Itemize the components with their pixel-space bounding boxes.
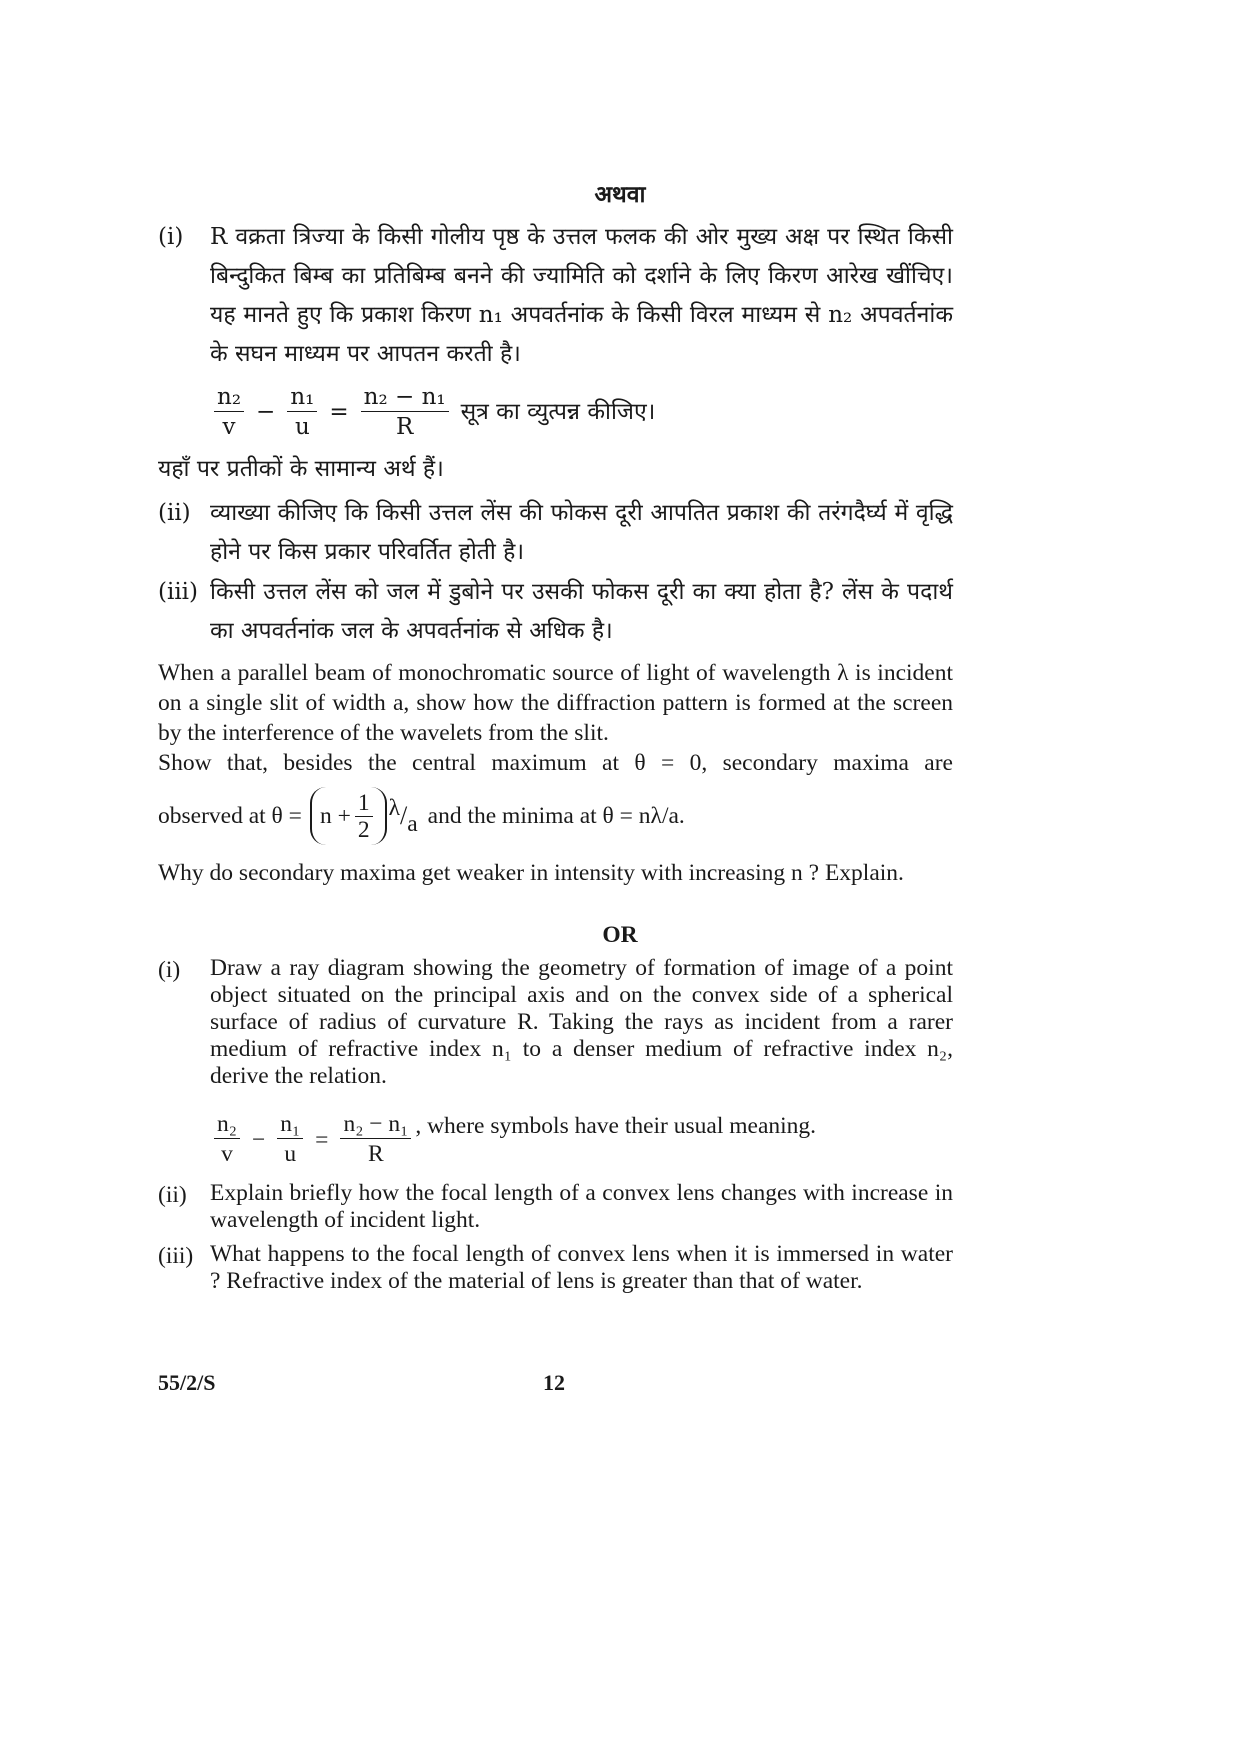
paren-expression: n + $\frac{1}{2}$ [310, 787, 387, 845]
question-number: (iii) [158, 1243, 194, 1269]
hindi-note: यहाँ पर प्रतीकों के सामान्य अर्थ हैं। [158, 456, 444, 482]
formula-tail: , where symbols have their usual meaning. [415, 1112, 817, 1139]
hindi-or-heading: अथवा [594, 181, 646, 208]
question-text: व्याख्या कीजिए कि किसी उत्तल लेंस की फोकस दूरी आपतित प्रकाश की तरंगदैर्घ्य में वृद्धि होने पर किस प्रकार परिवर्तित होती है। [210, 500, 953, 565]
question-text: R वक्रता त्रिज्या के किसी गोलीय पृष्ठ के उत्तल फलक की ओर मुख्य अक्ष पर स्थित किसी बिन्दुकित बिम्ब का प्रतिबिम्ब बनने की ज्यामिति को दर्शाने के लिए किरण आरेख खींचिए। यह मानते हुए कि प्रकाश किरण n₁ अपवर्तनांक के किसी विरल माध्यम से n₂ अपवर्तनांक के सघन माध्यम पर आपतन करती है। [210, 224, 953, 367]
question-text: What happens to the focal length of convex lens when it is immersed in water ? Refractive index of the material of lens is greater than that of water. [210, 1241, 953, 1294]
english-paragraph-4: Why do secondary maxima get weaker in intensity with increasing n ? Explain. [158, 860, 904, 886]
english-paragraph-1: When a parallel beam of monochromatic source of light of wavelength λ is incident on a single slit of width a, show how the diffraction pattern is formed at the screen by the interference of the wavelets from the slit. [158, 660, 953, 746]
fraction-half: $\frac{1}{2}$ [355, 790, 373, 843]
english-paragraph-2: Show that, besides the central maximum at θ = 0, secondary maxima are [158, 750, 953, 776]
question-text: Draw a ray diagram showing the geometry of formation of image of a point object situated on the principal axis and on the convex side of a spherical surface of radius of curvature R. Taking the rays as incident from a rarer medium of refractive index n₁ to a denser medium of refractive index n₂, derive the relation. [210, 955, 953, 1089]
question-number: (ii) [158, 500, 191, 526]
fraction-n2-v: $\frac{\text{n₂}}{v}$ [214, 383, 244, 442]
paper-code: 55/2/S [158, 1370, 216, 1395]
question-text: किसी उत्तल लेंस को जल में डुबोने पर उसकी फोकस दूरी का क्या होता है? लेंस के पदार्थ का अपवर्तनांक जल के अपवर्तनांक से अधिक है। [210, 579, 953, 644]
question-number: (i) [158, 957, 181, 983]
question-number: (i) [158, 224, 184, 250]
fraction-n2-v: $\frac{\text{n₂}}{v}$ [214, 1110, 240, 1169]
hindi-formula: $\frac{\text{n₂}}{v}$ − $\frac{\text{n₁}}{u}$ = $\frac{\text{n₂ − n₁}}{R}$ सूत्र का व्युत्पन्न कीजिए। [210, 383, 655, 442]
question-number: (ii) [158, 1182, 187, 1208]
english-formula: $\frac{\text{n₂}}{v}$ − $\frac{\text{n₁}}{u}$ = $\frac{\text{n₂ − n₁}}{R}$ , where symbols have their usual meaning. [210, 1110, 816, 1169]
fraction-n1-u: $\frac{\text{n₁}}{u}$ [287, 383, 317, 442]
fraction-diff-R: $\frac{\text{n₂ − n₁}}{R}$ [340, 1110, 411, 1169]
lambda-over-a: λ / a [388, 795, 418, 837]
question-text: Explain briefly how the focal length of a convex lens changes with increase in wavelength of incident light. [210, 1180, 953, 1233]
fraction-diff-R: $\frac{\text{n₂ − n₁}}{R}$ [361, 383, 449, 442]
formula-tail: सूत्र का व्युत्पन्न कीजिए। [460, 399, 656, 425]
question-number: (iii) [158, 579, 199, 605]
english-or-heading: OR [602, 922, 638, 948]
english-paragraph-3: observed at θ = n + $\frac{1}{2}$ λ / a and the minima at θ = nλ/a. [158, 787, 685, 845]
fraction-n1-u: $\frac{\text{n₁}}{u}$ [277, 1110, 303, 1169]
page-number: 12 [543, 1370, 565, 1395]
